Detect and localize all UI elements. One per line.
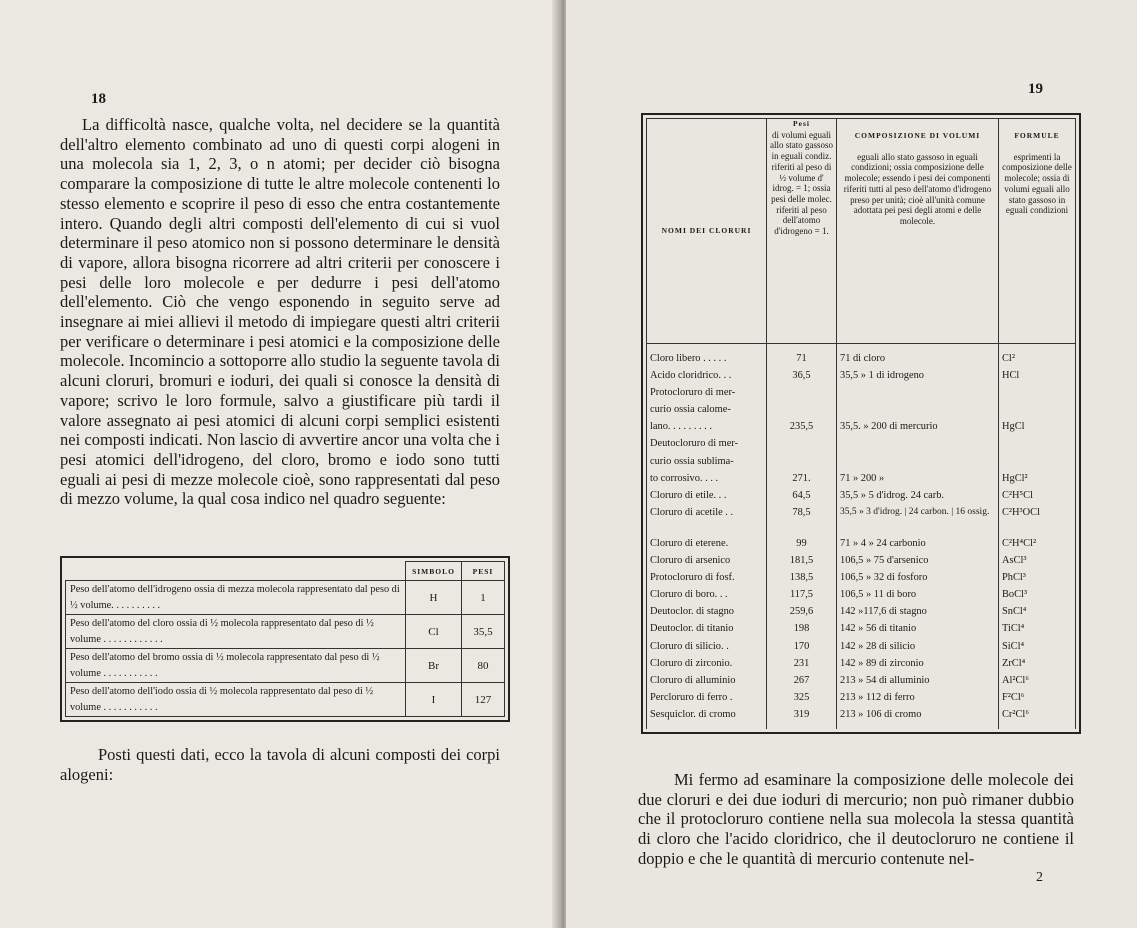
cell-name: curio ossia calome- bbox=[647, 401, 767, 418]
row-description: Peso dell'atomo dell'idrogeno ossia di mezza molecola rappresentato dal peso di ½ volume. . . . . . . . . . bbox=[66, 581, 406, 615]
cell-composition: 71 » 4 » 24 carbonio bbox=[837, 535, 999, 552]
body-paragraph bbox=[638, 770, 1074, 869]
cell-composition: 71 » 200 » bbox=[837, 470, 999, 487]
cell-weight: 231 bbox=[767, 655, 837, 672]
cell-formula: HgCl² bbox=[999, 470, 1076, 487]
cell-formula: Al²Cl⁶ bbox=[999, 672, 1076, 689]
table-row bbox=[66, 581, 505, 615]
header-composition: COMPOSIZIONE DI VOLUMI eguali allo stato gassoso in eguali condizioni; ossia composizione delle molecole; essendo i pesi dei componenti riferiti tutti al peso dell'atomo d'idrogeno preso per unità; cioè all'unità comune adottata pei pesi degli atomi e delle molecole. bbox=[837, 119, 999, 344]
paragraph-text: Posti questi dati, ecco la tavola di alcuni composti dei corpi alogeni: bbox=[60, 745, 500, 784]
cell-formula: TiCl⁴ bbox=[999, 620, 1076, 637]
header-formulas: FORMULE esprimenti la composizione delle molecole; ossia di volumi eguali allo stato gassoso in eguali condizioni bbox=[999, 119, 1076, 344]
chlorides-table bbox=[641, 113, 1081, 734]
cell-formula: SiCl⁴ bbox=[999, 638, 1076, 655]
table-row bbox=[647, 603, 1076, 620]
header-symbol: SIMBOLO bbox=[406, 562, 462, 581]
header-blank bbox=[66, 562, 406, 581]
cell-composition: 213 » 112 di ferro bbox=[837, 689, 999, 706]
row-description: Peso dell'atomo del bromo ossia di ½ molecola rappresentato dal peso di ½ volume . . . . . . . . . . . bbox=[66, 649, 406, 683]
row-weight: 35,5 bbox=[462, 615, 505, 649]
cell-composition: 142 » 28 di silicio bbox=[837, 638, 999, 655]
signature-mark: 2 bbox=[1036, 870, 1043, 885]
cell-weight bbox=[767, 384, 837, 401]
cell-weight: 64,5 bbox=[767, 487, 837, 504]
body-paragraph bbox=[60, 115, 500, 509]
cell-name: lano. . . . . . . . . bbox=[647, 418, 767, 435]
cell-name: Cloro libero . . . . . bbox=[647, 344, 767, 368]
cell-weight: 235,5 bbox=[767, 418, 837, 435]
cell-weight: 170 bbox=[767, 638, 837, 655]
row-symbol: Br bbox=[406, 649, 462, 683]
cell-formula: BoCl³ bbox=[999, 586, 1076, 603]
cell-weight: 271. bbox=[767, 470, 837, 487]
cell-formula: F²Cl⁶ bbox=[999, 689, 1076, 706]
cell-name: Sesquiclor. di cromo bbox=[647, 706, 767, 729]
cell-formula: AsCl³ bbox=[999, 552, 1076, 569]
cell-formula bbox=[999, 384, 1076, 401]
table-row bbox=[647, 367, 1076, 384]
table-row bbox=[66, 615, 505, 649]
cell-weight: 117,5 bbox=[767, 586, 837, 603]
cell-formula: ZrCl⁴ bbox=[999, 655, 1076, 672]
page-number: 19 bbox=[1028, 81, 1043, 97]
cell-weight: 99 bbox=[767, 535, 837, 552]
cell-weight: 36,5 bbox=[767, 367, 837, 384]
cell-formula: C²H⁵Cl bbox=[999, 487, 1076, 504]
cell-name: Cloruro di silicio. . bbox=[647, 638, 767, 655]
table-row bbox=[647, 401, 1076, 418]
table-row bbox=[647, 470, 1076, 487]
cell-composition bbox=[837, 521, 999, 535]
cell-weight: 198 bbox=[767, 620, 837, 637]
cell-name: Acido cloridrico. . . bbox=[647, 367, 767, 384]
cell-composition: 71 di cloro bbox=[837, 344, 999, 368]
cell-weight: 78,5 bbox=[767, 504, 837, 521]
cell-name: Cloruro di alluminio bbox=[647, 672, 767, 689]
cell-weight bbox=[767, 435, 837, 452]
header-weights: Pesi di volumi eguali allo stato gassoso in eguali condiz. riferiti al peso di ½ volume d' idrog. = 1; ossia pesi delle molec. riferiti al peso dell'atomo d'idrogeno = 1. bbox=[767, 119, 837, 344]
cell-name: Deutoclor. di stagno bbox=[647, 603, 767, 620]
cell-formula bbox=[999, 521, 1076, 535]
table-row bbox=[647, 535, 1076, 552]
cell-weight: 267 bbox=[767, 672, 837, 689]
table-row bbox=[66, 649, 505, 683]
cell-weight: 259,6 bbox=[767, 603, 837, 620]
left-page bbox=[0, 0, 562, 928]
cell-composition: 35,5 » 5 d'idrog. 24 carb. bbox=[837, 487, 999, 504]
cell-name: Deutocloruro di mer- bbox=[647, 435, 767, 452]
row-symbol: Cl bbox=[406, 615, 462, 649]
cell-name: Cloruro di acetile . . bbox=[647, 504, 767, 521]
table-row bbox=[647, 569, 1076, 586]
cell-weight bbox=[767, 521, 837, 535]
table-row bbox=[647, 487, 1076, 504]
cell-formula bbox=[999, 401, 1076, 418]
table-row bbox=[647, 706, 1076, 729]
cell-name: Cloruro di arsenico bbox=[647, 552, 767, 569]
cell-composition: 106,5 » 32 di fosforo bbox=[837, 569, 999, 586]
atomic-weights-table bbox=[60, 556, 510, 722]
cell-composition: 142 » 89 di zirconio bbox=[837, 655, 999, 672]
cell-name: Percloruro di ferro . bbox=[647, 689, 767, 706]
page-number: 18 bbox=[91, 91, 106, 107]
table-row bbox=[647, 521, 1076, 535]
table-row bbox=[647, 453, 1076, 470]
row-weight: 1 bbox=[462, 581, 505, 615]
table-row bbox=[647, 586, 1076, 603]
cell-formula bbox=[999, 453, 1076, 470]
cell-composition: 142 » 56 di titanio bbox=[837, 620, 999, 637]
cell-name: Cloruro di eterene. bbox=[647, 535, 767, 552]
cell-composition bbox=[837, 453, 999, 470]
table-row bbox=[647, 384, 1076, 401]
cell-weight: 138,5 bbox=[767, 569, 837, 586]
cell-composition: 106,5 » 11 di boro bbox=[837, 586, 999, 603]
cell-composition: 35,5 » 3 d'idrog. | 24 carbon. | 16 ossig. bbox=[837, 504, 999, 521]
cell-composition bbox=[837, 401, 999, 418]
cell-composition: 213 » 54 di alluminio bbox=[837, 672, 999, 689]
cell-composition: 213 » 106 di cromo bbox=[837, 706, 999, 729]
cell-formula: HgCl bbox=[999, 418, 1076, 435]
cell-composition bbox=[837, 384, 999, 401]
cell-name: to corrosivo. . . . bbox=[647, 470, 767, 487]
cell-formula: PhCl³ bbox=[999, 569, 1076, 586]
table-row bbox=[647, 435, 1076, 452]
cell-composition: 35,5. » 200 di mercurio bbox=[837, 418, 999, 435]
cell-weight: 181,5 bbox=[767, 552, 837, 569]
cell-formula: SnCl⁴ bbox=[999, 603, 1076, 620]
table-row bbox=[647, 552, 1076, 569]
cell-composition: 35,5 » 1 di idrogeno bbox=[837, 367, 999, 384]
cell-name: Protocloruro di fosf. bbox=[647, 569, 767, 586]
table-row bbox=[647, 504, 1076, 521]
cell-composition bbox=[837, 435, 999, 452]
cell-formula: C²H³OCl bbox=[999, 504, 1076, 521]
cell-formula bbox=[999, 435, 1076, 452]
cell-formula: Cl² bbox=[999, 344, 1076, 368]
cell-name: Cloruro di zirconio. bbox=[647, 655, 767, 672]
table-row bbox=[647, 418, 1076, 435]
table-row bbox=[66, 683, 505, 717]
row-description: Peso dell'atomo dell'iodo ossia di ½ molecola rappresentato dal peso di ½ volume . . . . . . . . . . . bbox=[66, 683, 406, 717]
row-weight: 127 bbox=[462, 683, 505, 717]
cell-formula: HCl bbox=[999, 367, 1076, 384]
header-names: NOMI DEI CLORURI bbox=[647, 119, 767, 344]
cell-name: Cloruro di boro. . . bbox=[647, 586, 767, 603]
cell-weight bbox=[767, 401, 837, 418]
cell-name: Cloruro di etile. . . bbox=[647, 487, 767, 504]
table-row bbox=[647, 655, 1076, 672]
cell-composition: 142 »117,6 di stagno bbox=[837, 603, 999, 620]
row-symbol: I bbox=[406, 683, 462, 717]
table-row bbox=[647, 672, 1076, 689]
table-row bbox=[647, 620, 1076, 637]
cell-formula: Cr²Cl⁶ bbox=[999, 706, 1076, 729]
paragraph-text: Mi fermo ad esaminare la composizione delle molecole dei due cloruri e dei due ioduri di mercurio; non può rimaner dubbio che il protocloruro contiene nella sua molecola la stessa quantità di cloro che l'acido cloridrico, che il deutocloruro ne contiene il doppio e che le quantità di mercurio contenute nel- bbox=[638, 770, 1074, 868]
cell-name: Protocloruro di mer- bbox=[647, 384, 767, 401]
body-paragraph bbox=[60, 745, 500, 784]
cell-weight: 71 bbox=[767, 344, 837, 368]
row-symbol: H bbox=[406, 581, 462, 615]
cell-composition: 106,5 » 75 d'arsenico bbox=[837, 552, 999, 569]
header-weight: PESI bbox=[462, 562, 505, 581]
cell-weight: 319 bbox=[767, 706, 837, 729]
paragraph-text: La difficoltà nasce, qualche volta, nel decidere se la quantità dell'altro elemento combinato ad uno di questi corpi alogeni in una molecola sia 1, 2, 3, o n atomi; per decider ciò bisogna comparare la composizione di tutte le altre molecole contenenti lo stesso elemento e scoprire il peso di esso che entra costantemente intero. Quando degli altri composti dell'elemento di cui si vuol determinare il peso atomico non si possono determinare le densità di vapore, allora bisogna ricorrere ad altri criterii per conoscere i pesi delle loro molecole e per dedurre i pesi dell'atomo dell'elemento. Ciò che vengo esponendo in seguito serve ad insegnare ai miei allievi il metodo di impiegare questi altri criterii per verificare o determinare i pesi atomici e la composizione delle molecole. Incomincio a sottoporre allo studio la seguente tavola di alcuni cloruri, bromuri e ioduri, dei quali si conosce la densità di vapore; scrivo le loro formule, salvo a giustificare più tardi il valore assegnato ai pesi atomici di alcuni corpi semplici esistenti nei composti indicati. Non lascio di avvertire ancor una volta che i pesi atomici dell'idrogeno, del cloro, bromo e iodo sono tutti eguali ai pesi di mezze molecole cioè, sono rappresentati dal peso di mezzo volume, la qual cosa indico nel quadro seguente: bbox=[60, 115, 500, 509]
cell-weight bbox=[767, 453, 837, 470]
row-description: Peso dell'atomo del cloro ossia di ½ molecola rappresentato dal peso di ½ volume . . . . . . . . . . . . bbox=[66, 615, 406, 649]
table-row bbox=[647, 689, 1076, 706]
table-row bbox=[647, 638, 1076, 655]
cell-name bbox=[647, 521, 767, 535]
row-weight: 80 bbox=[462, 649, 505, 683]
cell-weight: 325 bbox=[767, 689, 837, 706]
table-row bbox=[647, 344, 1076, 368]
cell-name: Deutoclor. di titanio bbox=[647, 620, 767, 637]
cell-name: curio ossia sublima- bbox=[647, 453, 767, 470]
cell-formula: C²H⁴Cl² bbox=[999, 535, 1076, 552]
